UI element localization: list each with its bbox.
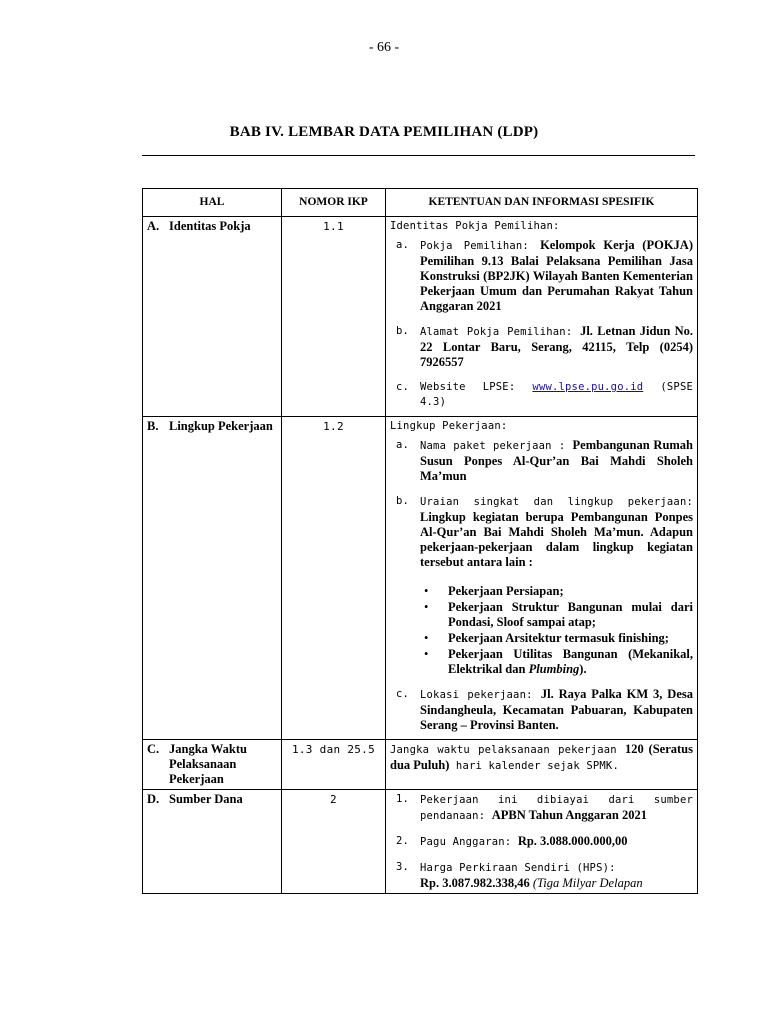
- bullet-icon: •: [424, 631, 429, 645]
- item-label: Lokasi pekerjaan:: [420, 689, 541, 701]
- page-number: - 66 -: [368, 40, 400, 55]
- scope-bullet-list: [420, 584, 693, 677]
- header-ketentuan: KETENTUAN DAN INFORMASI SPESIFIK: [386, 189, 698, 217]
- item-italic: (Tiga Milyar Delapan: [529, 876, 643, 890]
- list-item: [390, 860, 693, 891]
- item-marker: 1.: [396, 793, 410, 805]
- cell-ketentuan-c: [386, 740, 698, 790]
- title-divider: [142, 155, 695, 156]
- table-row-b: [143, 417, 698, 740]
- bullet-item: [420, 647, 693, 677]
- item-label: Uraian singkat dan lingkup pekerjaan:: [420, 496, 693, 508]
- header-nomor-ikp: NOMOR IKP: [282, 189, 386, 217]
- table-header-row: [143, 189, 698, 217]
- item-marker: c.: [396, 381, 410, 393]
- item-value: Pembangunan Rumah Susun Ponpes Al-Qur’an Bai Mahdi Sholeh Ma’mun: [420, 438, 694, 483]
- bullet-text: Pekerjaan Struktur Bangunan mulai dari Pondasi, Sloof sampai atap;: [448, 600, 693, 629]
- list-item: [390, 238, 693, 314]
- item-marker: 3.: [396, 861, 410, 873]
- list-item: [390, 324, 693, 370]
- row-letter: B.: [147, 419, 159, 433]
- item-marker: a.: [396, 239, 410, 251]
- list-item: [390, 494, 693, 683]
- table-row-c: [143, 740, 698, 790]
- bullet-icon: •: [424, 600, 429, 614]
- item-marker: 2.: [396, 835, 410, 847]
- row-nomor: 1.3 dan 25.5: [282, 740, 386, 790]
- table-row-d: [143, 790, 698, 894]
- cell-hal-c: [143, 740, 282, 790]
- item-value: Kelompok Kerja (POKJA) Pemilihan 9.13 Balai Pelaksana Pemilihan Jasa Konstruksi (BP2JK) Wilayah Banten Kementerian Pekerjaan Umum dan Perumahan Rakyat Tahun Anggaran 2021: [420, 238, 693, 313]
- item-label: Pagu Anggaran:: [420, 836, 518, 848]
- cell-ketentuan-d: [386, 790, 698, 894]
- cell-hal-a: [143, 217, 282, 417]
- list-item: [390, 792, 693, 824]
- item-value: Lingkup kegiatan berupa Pembangunan Ponpes Al-Qur’an Bai Mahdi Sholeh Ma’mun. Adapun pekerjaan-pekerjaan dalam lingkup kegiatan tersebut antara lain :: [420, 510, 693, 569]
- row-letter: A.: [147, 219, 160, 233]
- duration-text: Jangka waktu pelaksanaan pekerjaan: [390, 744, 625, 756]
- row-nomor: 2: [282, 790, 386, 894]
- duration-suffix: hari kalender sejak SPMK.: [449, 760, 619, 772]
- chapter-title: BAB IV. LEMBAR DATA PEMILIHAN (LDP): [229, 124, 539, 140]
- cell-hal-d: [143, 790, 282, 894]
- row-nomor: 1.2: [282, 417, 386, 740]
- bullet-text: Pekerjaan Utilitas Bangunan (Mekanikal, Elektrikal dan: [448, 647, 693, 676]
- cell-hal-b: [143, 417, 282, 740]
- row-letter: D.: [147, 792, 160, 806]
- item-marker: a.: [396, 439, 410, 451]
- header-hal: HAL: [143, 189, 282, 217]
- row-hal-label: Jangka Waktu Pelaksanaan Pekerjaan: [169, 742, 247, 786]
- item-label: Pokja Pemilihan:: [420, 240, 541, 252]
- duration-value: 120 (Seratus dua Puluh): [390, 742, 693, 772]
- item-marker: b.: [396, 495, 410, 507]
- row-hal-label: Identitas Pokja: [169, 219, 251, 233]
- item-value: Jl. Raya Palka KM 3, Desa Sindangheula, Kecamatan Pabuaran, Kabupaten Serang – Provinsi Banten.: [420, 687, 693, 732]
- bullet-item: [420, 600, 693, 630]
- cell-ketentuan-a: [386, 217, 698, 417]
- item-label: Alamat Pokja Pemilihan:: [420, 326, 581, 338]
- item-marker: c.: [396, 688, 410, 700]
- row-hal-label: Sumber Dana: [169, 792, 243, 806]
- item-suffix: (SPSE 4.3): [420, 381, 693, 408]
- table-row-a: [143, 217, 698, 417]
- lpse-website-link[interactable]: www.lpse.pu.go.id: [532, 381, 644, 393]
- bullet-item: [420, 584, 693, 599]
- list-item: [390, 834, 693, 850]
- bullet-italic-text: Plumbing: [528, 662, 580, 676]
- item-label: Website LPSE:: [420, 381, 533, 393]
- intro-text: Identitas Pokja Pemilihan:: [390, 220, 560, 232]
- bullet-item: [420, 631, 693, 646]
- item-label: Harga Perkiraan Sendiri (HPS):: [420, 862, 616, 874]
- intro-text: Lingkup Pekerjaan:: [390, 420, 508, 432]
- bullet-icon: •: [424, 647, 429, 661]
- bullet-text: Pekerjaan Persiapan;: [448, 584, 564, 598]
- list-item: [390, 687, 693, 733]
- item-marker: b.: [396, 325, 410, 337]
- row-hal-label: Lingkup Pekerjaan: [169, 419, 273, 433]
- item-label: Pekerjaan ini dibiayai dari sumber pendanaan:: [420, 794, 693, 822]
- list-item: [390, 438, 693, 484]
- item-label: Nama paket pekerjaan :: [420, 440, 573, 452]
- bullet-icon: •: [424, 584, 429, 598]
- item-value: Jl. Letnan Jidun No. 22 Lontar Baru, Serang, 42115, Telp (0254) 7926557: [420, 324, 693, 369]
- row-letter: C.: [147, 742, 160, 756]
- cell-ketentuan-b: [386, 417, 698, 740]
- row-nomor: 1.1: [282, 217, 386, 417]
- list-item: [390, 380, 693, 410]
- bullet-text: Pekerjaan Arsitektur termasuk finishing;: [448, 631, 669, 645]
- bullet-end-text: ).: [579, 662, 587, 676]
- item-value: Rp. 3.087.982.338,46: [420, 876, 530, 890]
- item-value: APBN Tahun Anggaran 2021: [491, 808, 648, 822]
- item-value: Rp. 3.088.000.000,00: [517, 834, 628, 848]
- ldp-table: [142, 188, 698, 894]
